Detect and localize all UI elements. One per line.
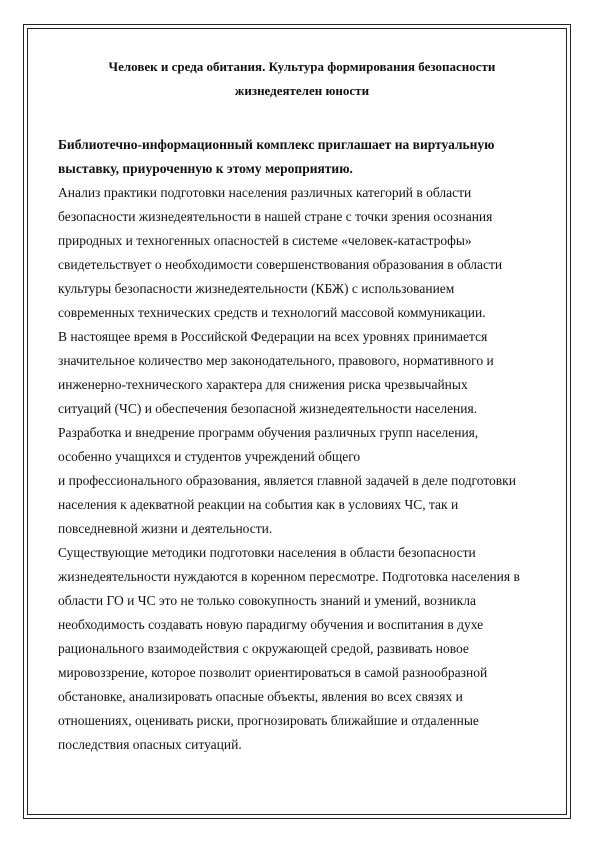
paragraph-line: ситуаций (ЧС) и обеспечения безопасной жизнедеятельности населения. — [58, 401, 478, 416]
paragraph-line: повседневной жизни и деятельности. — [58, 521, 273, 536]
paragraph-line: В настоящее время в Российской Федерации на всех уровнях принимается — [58, 329, 488, 344]
paragraph-line: мировоззрение, которое позволит ориентироваться в самой разнообразной — [58, 665, 488, 680]
paragraph-line: последствия опасных ситуаций. — [58, 737, 242, 752]
paragraph-line: природных и техногенных опасностей в системе «человек-катастрофы» — [58, 233, 472, 248]
paragraph-line: необходимость создавать новую парадигму обучения и воспитания в духе — [58, 617, 484, 632]
document-title — [58, 55, 540, 103]
paragraph-line: и профессионального образования, является главной задачей в деле подготовки — [58, 473, 516, 488]
paragraph-line: Существующие методики подготовки населения в области безопасности — [58, 545, 476, 560]
paragraph-line: современных технических средств и технологий массовой коммуникации. — [58, 305, 486, 320]
paragraph-line: культуры безопасности жизнедеятельности (КБЖ) с использованием — [58, 281, 455, 296]
intro-paragraph — [58, 133, 540, 181]
intro-line: Библиотечно-информационный комплекс приглашает на виртуальную — [58, 137, 495, 152]
paragraph-line: обстановке, анализировать опасные объекты, явления во всех связях и — [58, 689, 463, 704]
paragraph-line: свидетельствует о необходимости совершенствования образования в области — [58, 257, 503, 272]
paragraph-analysis — [58, 181, 540, 325]
paragraph-line: инженерно-технического характера для снижения риска чрезвычайных — [58, 377, 468, 392]
paragraph-measures — [58, 325, 540, 421]
intro-line: выставку, приуроченную к этому мероприятию. — [58, 161, 353, 176]
paragraph-line: жизнедеятельности нуждаются в коренном пересмотре. Подготовка населения в — [58, 569, 520, 584]
paragraph-methods — [58, 541, 540, 757]
paragraph-line: Разработка и внедрение программ обучения различных групп населения, — [58, 425, 479, 440]
paragraph-line: Анализ практики подготовки населения различных категорий в области — [58, 185, 472, 200]
title-line: Человек и среда обитания. Культура формирования безопасности — [108, 59, 496, 74]
paragraph-line: безопасности жизнедеятельности в нашей стране с точки зрения осознания — [58, 209, 493, 224]
paragraph-line: особенно учащихся и студентов учреждений общего — [58, 449, 361, 464]
paragraph-line: рационального взаимодействия с окружающей средой, развивать новое — [58, 641, 469, 656]
document-body — [58, 55, 540, 757]
paragraph-line: области ГО и ЧС это не только совокупность знаний и умений, возникла — [58, 593, 476, 608]
title-line: жизнедеятелен юности — [234, 83, 370, 98]
paragraph-line: населения к адекватной реакции на события как в условиях ЧС, так и — [58, 497, 459, 512]
paragraph-line: отношениях, оценивать риски, прогнозировать ближайшие и отдаленные — [58, 713, 479, 728]
paragraph-programs — [58, 421, 540, 541]
paragraph-line: значительное количество мер законодательного, правового, нормативного и — [58, 353, 494, 368]
